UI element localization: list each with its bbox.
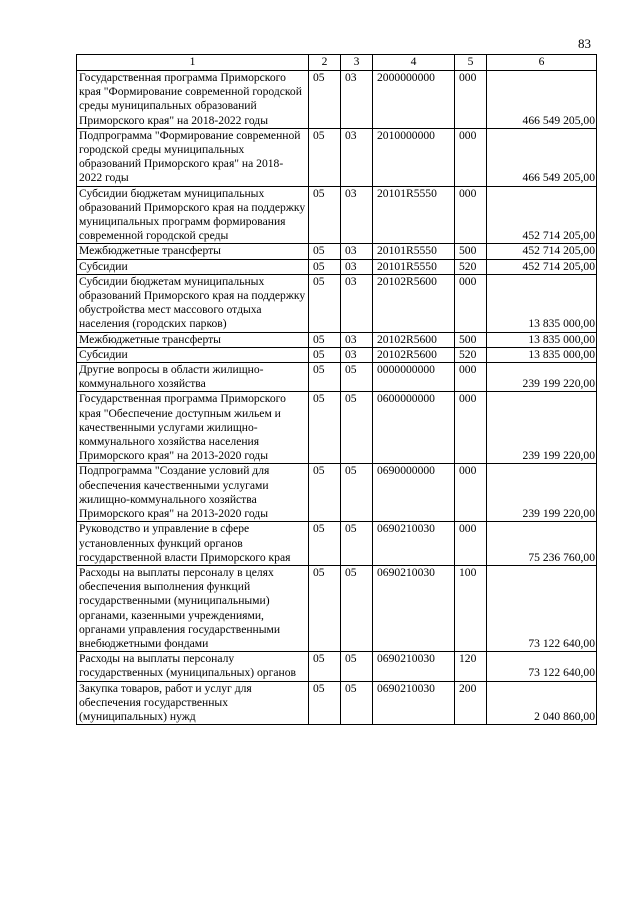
table-row	[77, 565, 597, 651]
row-description: Государственная программа Приморского края "Обеспечение доступным жильем и качественными услугами жилищно-коммунального хозяйства населения Приморского края" на 2013-2020 годы	[77, 392, 309, 464]
row-target-article-code: 0690000000	[373, 464, 455, 522]
header-row	[77, 55, 597, 71]
row-amount: 239 199 220,00	[487, 464, 597, 522]
budget-table	[76, 54, 597, 725]
table-row	[77, 274, 597, 332]
row-subsection-code: 03	[341, 244, 373, 259]
row-target-article-code: 0000000000	[373, 363, 455, 392]
row-expense-type-code: 000	[455, 392, 487, 464]
table-row	[77, 464, 597, 522]
row-amount: 452 714 205,00	[487, 244, 597, 259]
row-expense-type-code: 500	[455, 332, 487, 347]
row-expense-type-code: 200	[455, 681, 487, 725]
row-subsection-code: 05	[341, 652, 373, 681]
row-section-code: 05	[309, 186, 341, 244]
row-expense-type-code: 520	[455, 347, 487, 362]
row-target-article-code: 20102R5600	[373, 347, 455, 362]
row-section-code: 05	[309, 464, 341, 522]
table-row	[77, 71, 597, 129]
row-target-article-code: 0600000000	[373, 392, 455, 464]
row-section-code: 05	[309, 392, 341, 464]
row-expense-type-code: 000	[455, 274, 487, 332]
row-description: Межбюджетные трансферты	[77, 244, 309, 259]
row-expense-type-code: 000	[455, 128, 487, 186]
row-subsection-code: 03	[341, 186, 373, 244]
row-target-article-code: 20102R5600	[373, 274, 455, 332]
row-expense-type-code: 000	[455, 522, 487, 566]
table-row	[77, 128, 597, 186]
row-amount: 452 714 205,00	[487, 259, 597, 274]
header-col-2: 2	[309, 55, 341, 71]
row-description: Подпрограмма "Создание условий для обеспечения качественными услугами жилищно-коммунального хозяйства Приморского края" на 2013-2020 годы	[77, 464, 309, 522]
row-section-code: 05	[309, 681, 341, 725]
row-description: Межбюджетные трансферты	[77, 332, 309, 347]
row-section-code: 05	[309, 363, 341, 392]
row-target-article-code: 2010000000	[373, 128, 455, 186]
row-description: Государственная программа Приморского края "Формирование современной городской среды муниципальных образований Приморского края" на 2018-2022 годы	[77, 71, 309, 129]
row-amount: 2 040 860,00	[487, 681, 597, 725]
row-subsection-code: 05	[341, 522, 373, 566]
header-col-6: 6	[487, 55, 597, 71]
row-subsection-code: 03	[341, 274, 373, 332]
table-row	[77, 363, 597, 392]
table-row	[77, 244, 597, 259]
row-section-code: 05	[309, 244, 341, 259]
row-description: Закупка товаров, работ и услуг для обеспечения государственных (муниципальных) нужд	[77, 681, 309, 725]
row-amount: 13 835 000,00	[487, 274, 597, 332]
row-expense-type-code: 120	[455, 652, 487, 681]
row-description: Расходы на выплаты персоналу государственных (муниципальных) органов	[77, 652, 309, 681]
row-expense-type-code: 000	[455, 71, 487, 129]
row-expense-type-code: 520	[455, 259, 487, 274]
row-subsection-code: 05	[341, 681, 373, 725]
row-description: Другие вопросы в области жилищно-коммунального хозяйства	[77, 363, 309, 392]
row-target-article-code: 20101R5550	[373, 259, 455, 274]
row-section-code: 05	[309, 274, 341, 332]
row-description: Подпрограмма "Формирование современной городской среды муниципальных образований Приморского края" на 2018-2022 годы	[77, 128, 309, 186]
row-expense-type-code: 000	[455, 186, 487, 244]
table-row	[77, 652, 597, 681]
table-row	[77, 681, 597, 725]
row-subsection-code: 05	[341, 363, 373, 392]
row-description: Субсидии бюджетам муниципальных образований Приморского края на поддержку муниципальных программ формирования современной городской среды	[77, 186, 309, 244]
row-subsection-code: 05	[341, 392, 373, 464]
header-col-3: 3	[341, 55, 373, 71]
table-row	[77, 259, 597, 274]
row-subsection-code: 03	[341, 128, 373, 186]
page-number: 83	[578, 36, 591, 51]
row-target-article-code: 0690210030	[373, 652, 455, 681]
table-row	[77, 392, 597, 464]
header-col-5: 5	[455, 55, 487, 71]
table-row	[77, 186, 597, 244]
row-amount: 466 549 205,00	[487, 71, 597, 129]
row-section-code: 05	[309, 128, 341, 186]
row-amount: 466 549 205,00	[487, 128, 597, 186]
row-amount: 73 122 640,00	[487, 565, 597, 651]
row-amount: 13 835 000,00	[487, 347, 597, 362]
row-target-article-code: 0690210030	[373, 565, 455, 651]
row-target-article-code: 2000000000	[373, 71, 455, 129]
row-description: Субсидии	[77, 259, 309, 274]
row-amount: 73 122 640,00	[487, 652, 597, 681]
row-target-article-code: 20101R5550	[373, 244, 455, 259]
row-target-article-code: 0690210030	[373, 522, 455, 566]
row-description: Субсидии	[77, 347, 309, 362]
row-subsection-code: 03	[341, 71, 373, 129]
row-subsection-code: 03	[341, 259, 373, 274]
row-section-code: 05	[309, 522, 341, 566]
header-col-4: 4	[373, 55, 455, 71]
table-row	[77, 347, 597, 362]
row-section-code: 05	[309, 259, 341, 274]
row-amount: 75 236 760,00	[487, 522, 597, 566]
row-section-code: 05	[309, 332, 341, 347]
row-subsection-code: 05	[341, 565, 373, 651]
row-subsection-code: 03	[341, 332, 373, 347]
row-description: Субсидии бюджетам муниципальных образований Приморского края на поддержку обустройства мест массового отдыха населения (городских парков)	[77, 274, 309, 332]
row-amount: 239 199 220,00	[487, 363, 597, 392]
row-amount: 452 714 205,00	[487, 186, 597, 244]
header-col-1: 1	[77, 55, 309, 71]
row-section-code: 05	[309, 652, 341, 681]
row-description: Расходы на выплаты персоналу в целях обеспечения выполнения функций государственными (муниципальными) органами, казенными учреждениями, органами управления государственными внебюджетными фондами	[77, 565, 309, 651]
row-section-code: 05	[309, 565, 341, 651]
row-subsection-code: 05	[341, 464, 373, 522]
row-expense-type-code: 500	[455, 244, 487, 259]
row-description: Руководство и управление в сфере установленных функций органов государственной власти Приморского края	[77, 522, 309, 566]
row-expense-type-code: 000	[455, 363, 487, 392]
row-target-article-code: 20101R5550	[373, 186, 455, 244]
row-amount: 13 835 000,00	[487, 332, 597, 347]
row-expense-type-code: 100	[455, 565, 487, 651]
row-section-code: 05	[309, 347, 341, 362]
table-row	[77, 332, 597, 347]
table-row	[77, 522, 597, 566]
row-target-article-code: 20102R5600	[373, 332, 455, 347]
row-section-code: 05	[309, 71, 341, 129]
row-expense-type-code: 000	[455, 464, 487, 522]
row-amount: 239 199 220,00	[487, 392, 597, 464]
row-target-article-code: 0690210030	[373, 681, 455, 725]
row-subsection-code: 03	[341, 347, 373, 362]
